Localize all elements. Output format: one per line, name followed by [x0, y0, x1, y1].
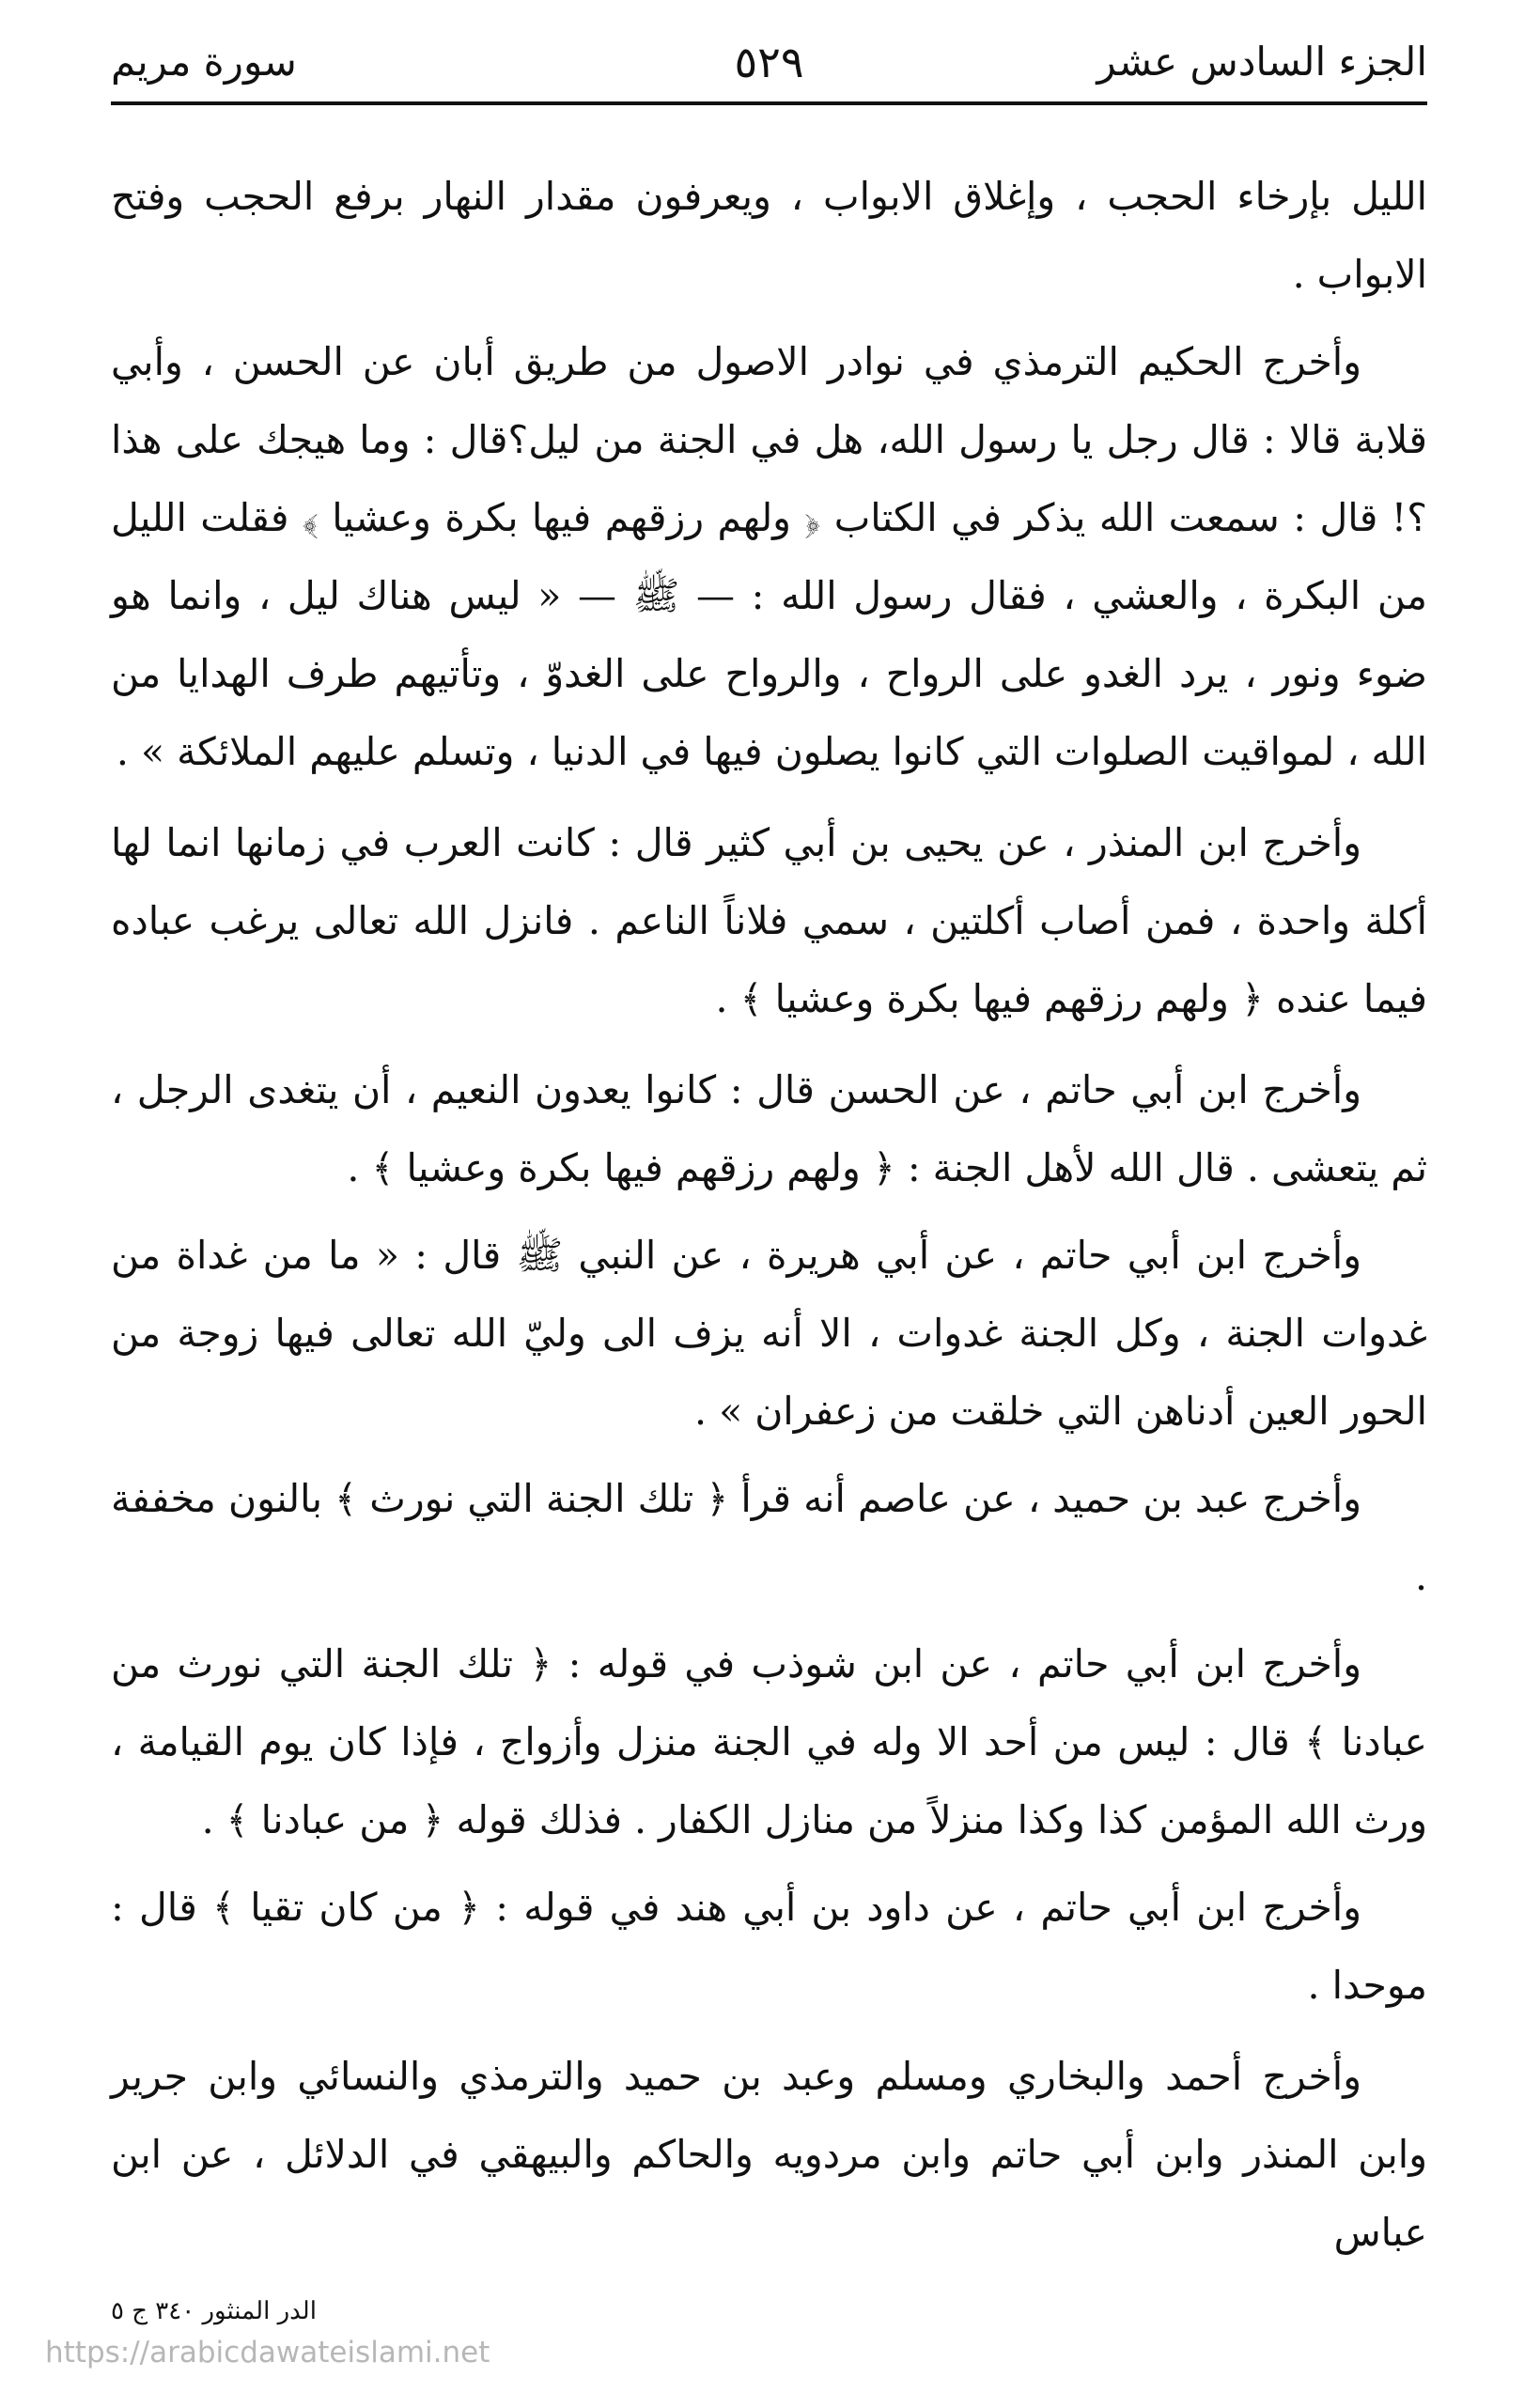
surah-title: سورة مريم [111, 39, 297, 85]
page-header [111, 28, 1427, 103]
paragraph-3: وأخرج ابن المنذر ، عن يحيى بن أبي كثير قال : كانت العرب في زمانها انما لها أكلة واحدة ، فمن أصاب أكلتين ، سمي فلاناً الناعم . فانزل الله تعالى يرغب عباده فيما عنده ﴿ ولهم رزقهم فيها بكرة وعشيا ﴾ . [111, 820, 1427, 1021]
paragraph-6: وأخرج عبد بن حميد ، عن عاصم أنه قرأ ﴿ تلك الجنة التي نورث ﴾ بالنون مخففة . [111, 1476, 1427, 1599]
paragraph-2: وأخرج الحكيم الترمذي في نوادر الاصول من طريق أبان عن الحسن ، وأبي قلابة قالا : قال رجل يا رسول الله، هل في الجنة من ليل؟قال : وما هيجك على هذا ؟! قال : سمعت الله يذكر في الكتاب ﴿ ولهم رزقهم فيها بكرة وعشيا ﴾ فقلت الليل من البكرة ، والعشي ، فقال رسول الله : — ﷺ — « ليس هناك ليل ، وانما هو ضوء ونور ، يرد الغدو على الرواح ، والرواح على الغدوّ ، وتأتيهم طرف الهدايا من الله ، لمواقيت الصلوات التي كانوا يصلون فيها في الدنيا ، وتسلم عليهم الملائكة » . [111, 339, 1427, 774]
paragraph-1: الليل بإرخاء الحجب ، وإغلاق الابواب ، ويعرفون مقدار النهار برفع الحجب وفتح الابواب . [111, 174, 1427, 297]
page-number: ٥٢٩ [734, 37, 804, 87]
header-rule [111, 101, 1427, 105]
watermark-url: https://arabicdawateislami.net [45, 2336, 490, 2370]
footnote: الدر المنثور ٣٤٠ ج ٥ [111, 2297, 317, 2325]
paragraph-7: وأخرج ابن أبي حاتم ، عن ابن شوذب في قوله : ﴿ تلك الجنة التي نورث من عبادنا ﴾ قال : ليس من أحد الا وله في الجنة منزل وأزواج ، فإذا كان يوم القيامة ، ورث الله المؤمن كذا وكذا منزلاً من منازل الكفار . فذلك قوله ﴿ من عبادنا ﴾ . [111, 1641, 1427, 1842]
page-body [111, 158, 1427, 2281]
paragraph-5: وأخرج ابن أبي حاتم ، عن أبي هريرة ، عن النبي ﷺ قال : « ما من غداة من غدوات الجنة ، وكل الجنة غدوات ، الا أنه يزف الى وليّ الله تعالى فيها زوجة من الحور العين أدناهن التي خلقت من زعفران » . [111, 1233, 1427, 1434]
part-title: الجزء السادس عشر [1097, 39, 1427, 85]
paragraph-9: وأخرج أحمد والبخاري ومسلم وعبد بن حميد والترمذي والنسائي وابن جرير وابن المنذر وابن أبي حاتم وابن مردويه والحاكم والبيهقي في الدلائل ، عن ابن عباس [111, 2054, 1427, 2255]
paragraph-4: وأخرج ابن أبي حاتم ، عن الحسن قال : كانوا يعدون النعيم ، أن يتغدى الرجل ، ثم يتعشى . قال الله لأهل الجنة : ﴿ ولهم رزقهم فيها بكرة وعشيا ﴾ . [111, 1067, 1427, 1190]
paragraph-8: وأخرج ابن أبي حاتم ، عن داود بن أبي هند في قوله : ﴿ من كان تقيا ﴾ قال : موحدا . [111, 1885, 1427, 2008]
